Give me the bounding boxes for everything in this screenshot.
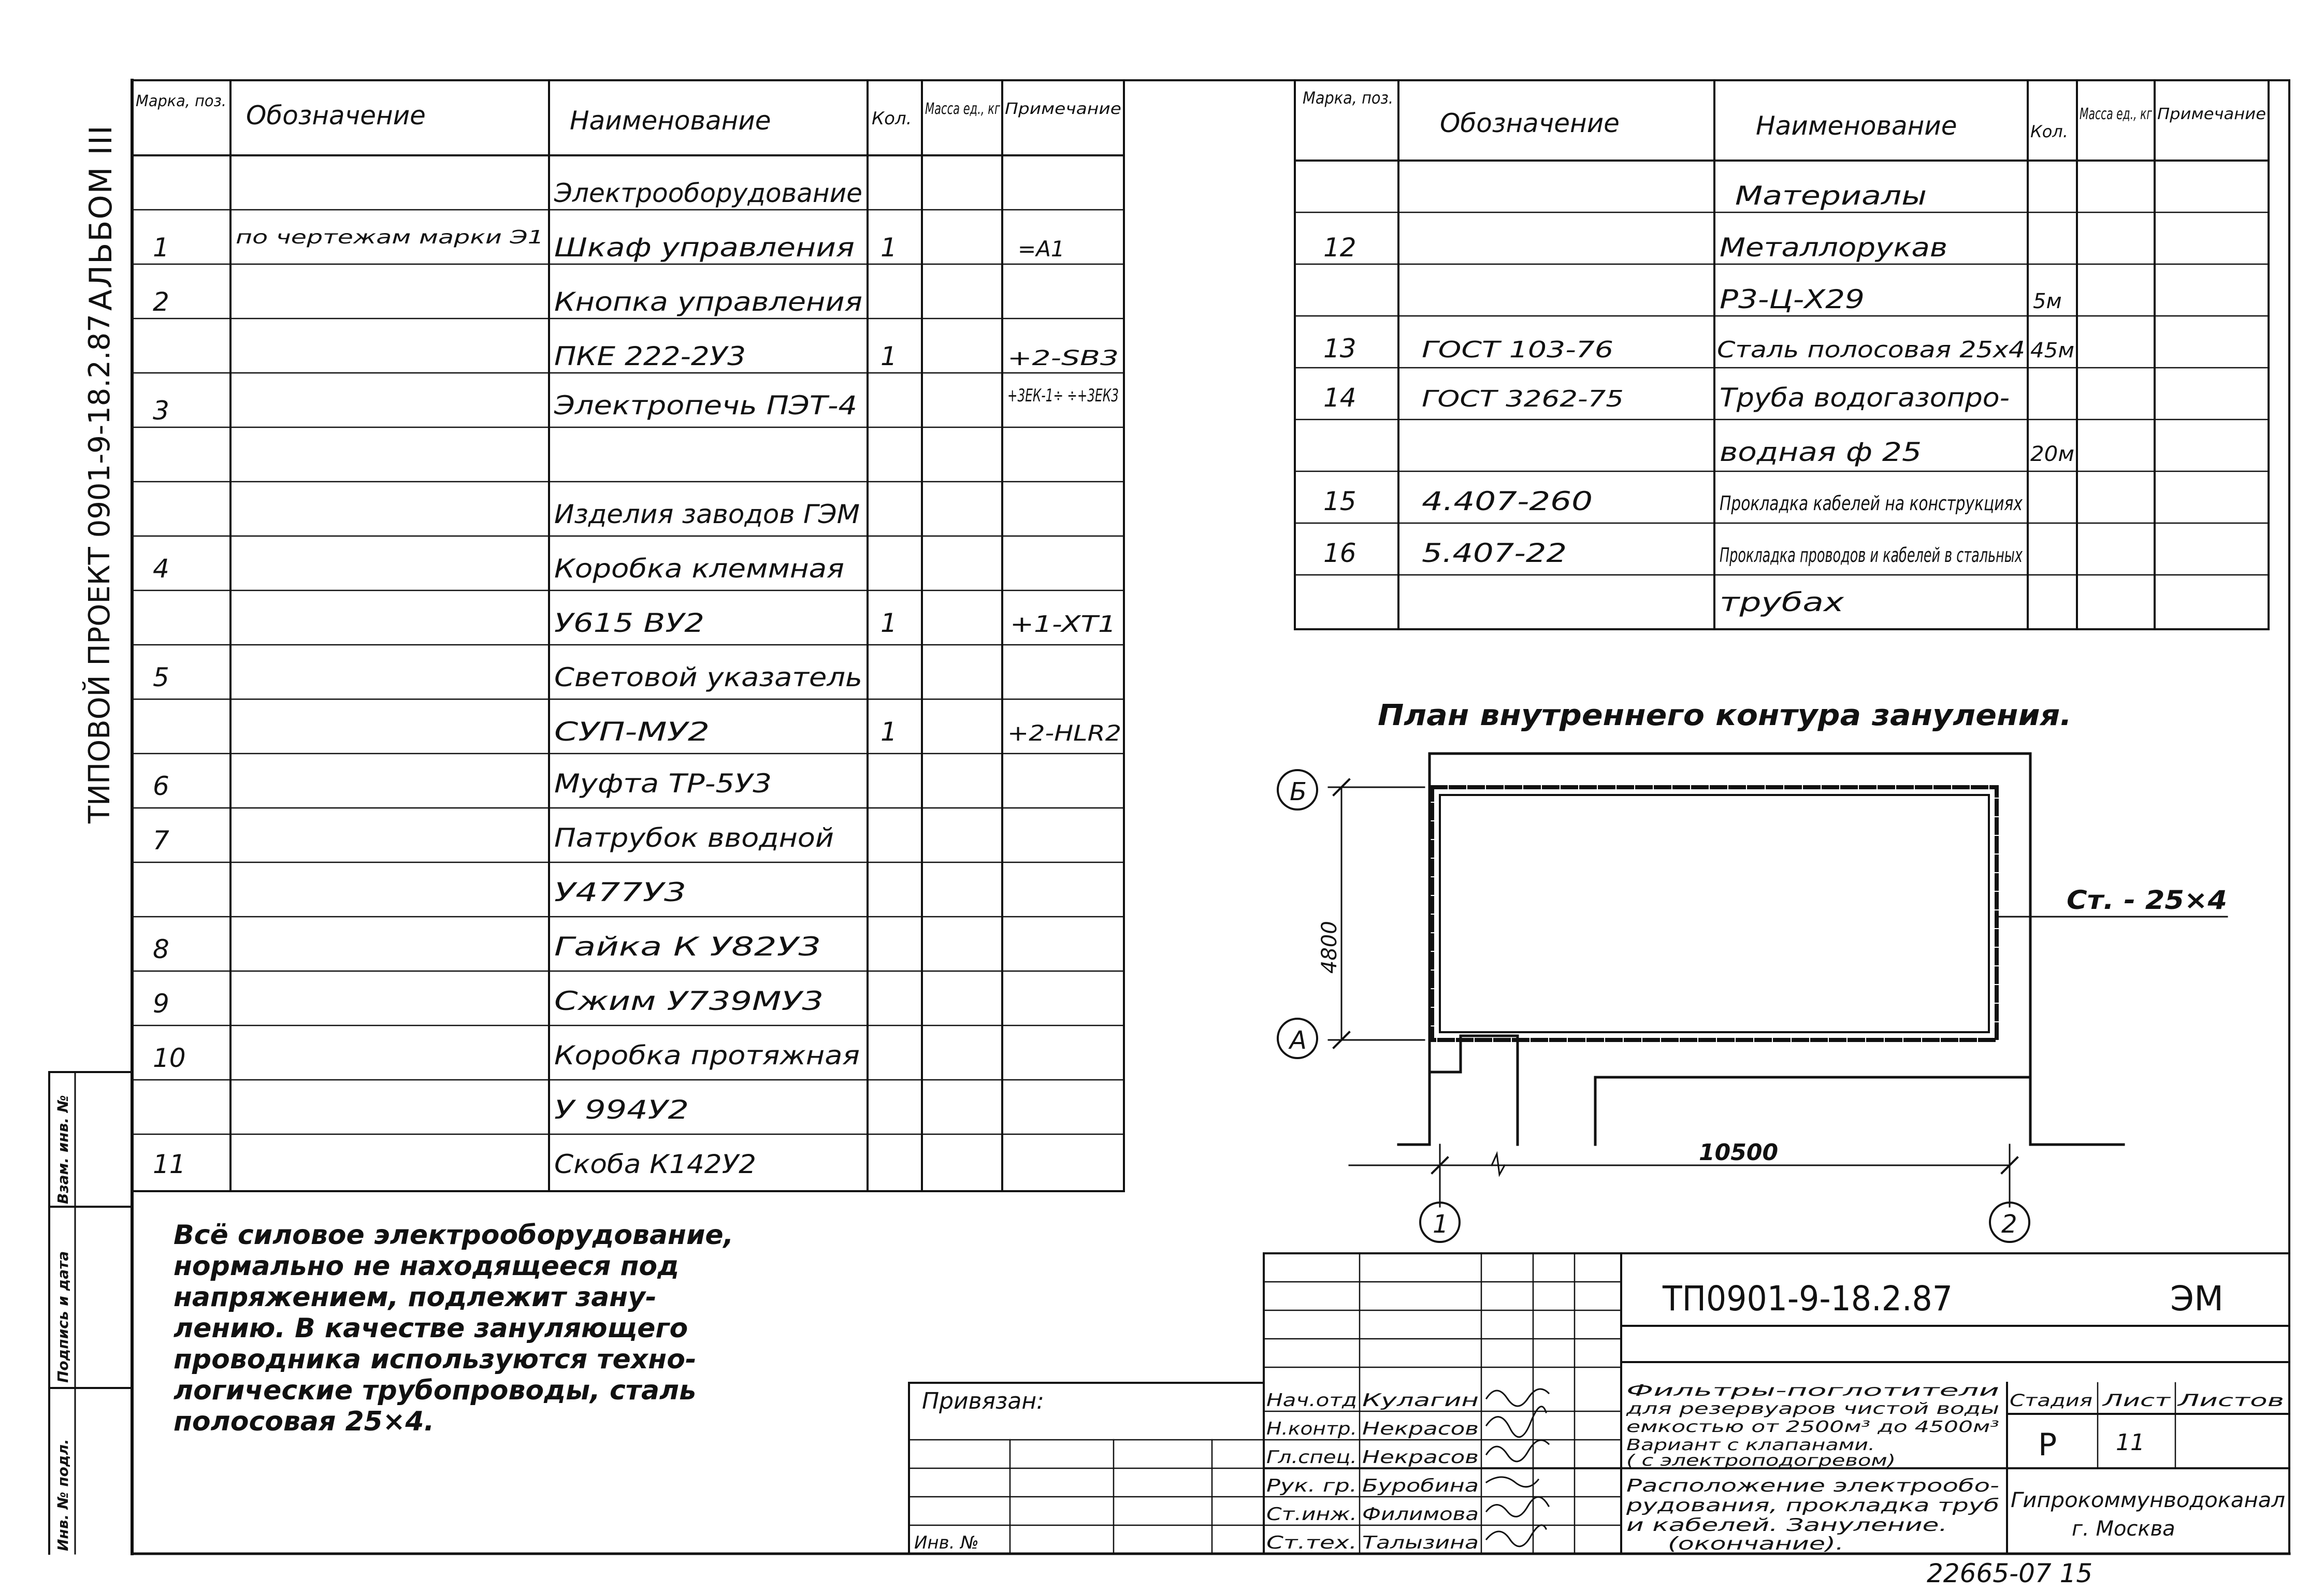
left-row-4-qty: 1 bbox=[880, 341, 897, 371]
right-row-4-qty: 45м bbox=[2030, 339, 2074, 363]
desc1-line-0: Фильтры-поглотители bbox=[1626, 1382, 1999, 1400]
left-row-14-name: У477У3 bbox=[554, 877, 686, 907]
role-2: Гл.спец. bbox=[1266, 1447, 1357, 1468]
left-row-2-note: =A1 bbox=[1018, 236, 1065, 262]
left-row-8-pos: 4 bbox=[153, 554, 169, 584]
right-row-6-name: водная ф 25 bbox=[1720, 437, 1922, 467]
left-row-18-name: У 994У2 bbox=[554, 1095, 689, 1125]
left-row-16-pos: 9 bbox=[153, 989, 169, 1019]
right-row-8-code: 5.407-22 bbox=[1422, 538, 1567, 568]
sheets-header: Листов bbox=[2177, 1391, 2284, 1410]
right-row-2-name: Металлорукав bbox=[1720, 233, 1947, 263]
left-row-19-pos: 11 bbox=[153, 1149, 186, 1179]
organization-city: г. Москва bbox=[2072, 1517, 2175, 1541]
left-row-2-code: по чертежам марки Э1 bbox=[236, 227, 544, 248]
desc1-line-2: емкостью от 2500м³ до 4500м³ bbox=[1626, 1418, 1999, 1436]
name-4: Филимова bbox=[1362, 1504, 1479, 1525]
axis-b-label: Б bbox=[1290, 777, 1307, 806]
right-header-pos: Марка, поз. bbox=[1303, 88, 1393, 108]
left-row-12-pos: 6 bbox=[153, 771, 169, 801]
plan-title: План внутреннего контура зануления. bbox=[1378, 699, 2072, 732]
left-row-4-name: ПКЕ 222-2У3 bbox=[554, 341, 746, 371]
dimension-width: 10500 bbox=[1699, 1139, 1779, 1166]
role-3: Рук. гр. bbox=[1266, 1476, 1357, 1496]
name-5: Талызина bbox=[1362, 1532, 1479, 1553]
stamp-replacement-inv: Взам. инв. № bbox=[54, 1095, 71, 1204]
left-row-11-name: СУП-МУ2 bbox=[554, 717, 710, 747]
right-header-name: Наименование bbox=[1756, 111, 1957, 141]
name-1: Некрасов bbox=[1362, 1419, 1479, 1439]
desc1-line-4: ( с электроподогревом) bbox=[1626, 1452, 1896, 1470]
left-row-17-pos: 10 bbox=[153, 1043, 186, 1073]
name-2: Некрасов bbox=[1362, 1447, 1479, 1468]
left-row-19-name: Скоба К142У2 bbox=[554, 1149, 756, 1179]
note-line: логические трубопроводы, сталь bbox=[174, 1375, 696, 1406]
left-row-13-name: Патрубок вводной bbox=[554, 823, 834, 853]
left-row-5-note: +3ЕК-1÷ ÷+3ЕК3 bbox=[1007, 385, 1119, 406]
left-header-pos: Марка, поз. bbox=[136, 92, 226, 110]
left-row-7-name: Изделия заводов ГЭМ bbox=[554, 499, 860, 529]
right-header-qty: Кол. bbox=[2030, 122, 2068, 141]
left-row-9-qty: 1 bbox=[880, 608, 897, 638]
left-row-8-name: Коробка клеммная bbox=[554, 554, 844, 584]
right-row-7-name: Прокладка кабелей на конструкциях bbox=[1720, 492, 2023, 515]
left-row-11-qty: 1 bbox=[880, 717, 897, 747]
stamp-signature-date: Подпись и дата bbox=[54, 1251, 71, 1383]
stage-value: Р bbox=[2038, 1427, 2057, 1463]
document-mark: ЭМ bbox=[2170, 1279, 2224, 1319]
note-line: напряжением, подлежит зану- bbox=[174, 1282, 657, 1313]
left-row-2-pos: 1 bbox=[153, 233, 169, 263]
right-row-7-code: 4.407-260 bbox=[1422, 486, 1593, 516]
left-header-qty: Кол. bbox=[872, 108, 912, 129]
right-row-4-pos: 13 bbox=[1323, 334, 1356, 364]
left-row-11-note: +2-HLR2 bbox=[1007, 720, 1121, 746]
stage-header: Стадия bbox=[2010, 1391, 2092, 1410]
project-label: ТИПОВОЙ ПРОЕКТ 0901-9-18.2.87 bbox=[83, 314, 117, 823]
stamp-inv-original: Инв. № подл. bbox=[54, 1439, 71, 1551]
role-0: Нач.отд bbox=[1266, 1390, 1357, 1411]
role-4: Ст.инж. bbox=[1266, 1504, 1357, 1525]
desc2-line-0: Расположение электрообо- bbox=[1626, 1476, 1999, 1496]
left-row-12-name: Муфта ТР-5У3 bbox=[554, 769, 772, 799]
left-row-2-name: Шкаф управления bbox=[554, 233, 855, 263]
right-row-7-pos: 15 bbox=[1323, 486, 1356, 516]
right-row-2-pos: 12 bbox=[1323, 233, 1356, 263]
left-row-1-name: Электрооборудование bbox=[553, 178, 862, 208]
left-row-4-note: +2-SB3 bbox=[1007, 346, 1119, 370]
left-row-3-name: Кнопка управления bbox=[554, 287, 862, 317]
left-header-note: Примечание bbox=[1005, 100, 1121, 118]
sheet-value: 11 bbox=[2116, 1429, 2145, 1456]
steel-strip-label: Ст. - 25×4 bbox=[2067, 885, 2227, 915]
general-note bbox=[174, 1220, 888, 1437]
left-row-17-name: Коробка протяжная bbox=[554, 1040, 860, 1071]
left-row-9-name: У615 ВУ2 bbox=[554, 608, 704, 638]
right-row-5-name: Труба водогазопро- bbox=[1720, 383, 2010, 413]
right-row-1-name: Материалы bbox=[1735, 181, 1927, 211]
organization-name: Гипрокоммунводоканал bbox=[2011, 1488, 2285, 1512]
right-row-3-qty: 5м bbox=[2033, 290, 2062, 313]
left-row-10-name: Световой указатель bbox=[554, 662, 862, 692]
left-row-5-pos: 3 bbox=[153, 396, 169, 426]
privyazan-label: Привязан: bbox=[922, 1388, 1044, 1414]
right-row-4-name: Сталь полосовая 25х4 bbox=[1717, 337, 2025, 363]
note-line: полосовая 25×4. bbox=[174, 1406, 435, 1437]
axis-1-label: 1 bbox=[1433, 1210, 1449, 1239]
name-3: Буробина bbox=[1362, 1476, 1479, 1496]
right-row-8-pos: 16 bbox=[1323, 538, 1356, 568]
right-header-mass: Масса ед., кг bbox=[2080, 105, 2153, 123]
right-row-9-name: трубах bbox=[1720, 587, 1844, 617]
role-5: Ст.тех. bbox=[1266, 1532, 1357, 1553]
note-line: лению. В качестве зануляющего bbox=[174, 1313, 688, 1344]
right-row-6-qty: 20м bbox=[2030, 442, 2074, 466]
note-line: Всё силовое электрооборудование, bbox=[174, 1220, 734, 1251]
sheet-header: Лист bbox=[2102, 1391, 2172, 1410]
role-1: Н.контр. bbox=[1266, 1419, 1357, 1439]
left-header-code: Обозначение bbox=[246, 100, 426, 131]
left-row-9-note: +1-XT1 bbox=[1010, 611, 1116, 638]
desc1-line-3: Вариант с клапанами. bbox=[1626, 1436, 1875, 1454]
desc1-line-1: для резервуаров чистой воды bbox=[1625, 1400, 1999, 1418]
album-label: АЛЬБОМ III bbox=[83, 124, 119, 311]
left-header-name: Наименование bbox=[570, 106, 771, 136]
left-row-13-pos: 7 bbox=[153, 826, 169, 856]
desc2-line-3: (окончание). bbox=[1668, 1534, 1844, 1554]
note-line: проводника используются техно- bbox=[174, 1344, 697, 1375]
left-row-16-name: Сжим У739МУ3 bbox=[554, 986, 824, 1016]
dimension-height: 4800 bbox=[1318, 921, 1341, 974]
name-0: Кулагин bbox=[1362, 1390, 1479, 1411]
right-row-4-code: ГОСТ 103-76 bbox=[1422, 337, 1613, 363]
left-header-mass: Масса ед., кг bbox=[925, 100, 1001, 118]
desc2-line-2: и кабелей. Зануление. bbox=[1626, 1515, 1947, 1536]
right-row-8-name: Прокладка проводов и кабелей в стальных bbox=[1720, 544, 2023, 567]
document-code: ТП0901-9-18.2.87 bbox=[1662, 1279, 1953, 1319]
left-row-10-pos: 5 bbox=[153, 662, 169, 692]
archive-number: 22665-07 15 bbox=[1927, 1558, 2093, 1588]
axis-2-label: 2 bbox=[2001, 1210, 2017, 1239]
left-row-2-qty: 1 bbox=[880, 233, 897, 263]
right-header-note: Примечание bbox=[2157, 105, 2266, 123]
right-row-5-code: ГОСТ 3262-75 bbox=[1422, 386, 1624, 412]
right-row-3-name: Р3-Ц-Х29 bbox=[1720, 284, 1865, 314]
left-row-15-pos: 8 bbox=[153, 934, 169, 964]
axis-a-label: А bbox=[1290, 1026, 1307, 1055]
left-row-5-name: Электропечь ПЭТ-4 bbox=[553, 390, 857, 421]
left-row-15-name: Гайка К У82У3 bbox=[554, 932, 821, 962]
inventory-label: Инв. № bbox=[914, 1532, 979, 1553]
right-header-code: Обозначение bbox=[1440, 108, 1620, 138]
right-row-5-pos: 14 bbox=[1323, 383, 1356, 413]
desc2-line-1: рудования, прокладка труб bbox=[1625, 1495, 1999, 1516]
left-row-3-pos: 2 bbox=[153, 287, 169, 317]
note-line: нормально не находящееся под bbox=[174, 1251, 680, 1282]
